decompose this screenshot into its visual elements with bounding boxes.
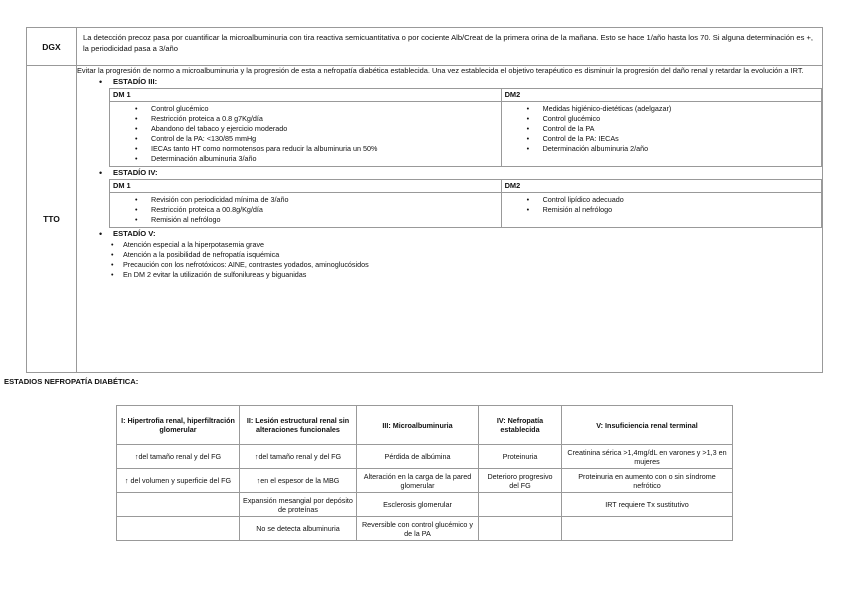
stage3-dm1-cell (110, 102, 502, 167)
list-item: • Control de la PA: IECAs (543, 134, 818, 144)
table-cell: Expansión mesangial por depósito de proteínas (240, 493, 357, 517)
tto-label: TTO (27, 66, 77, 373)
dgx-label: DGX (27, 28, 77, 66)
stage4-heading (99, 168, 822, 178)
stage4-table (109, 179, 822, 228)
stage3-title: ESTADÍO III: (113, 77, 158, 86)
list-item: • Revisión con periodicidad mínima de 3/año (151, 195, 498, 205)
list-item: • Control de la PA: <130/85 mmHg (151, 134, 498, 144)
stage5-title: ESTADÍO V: (113, 229, 156, 238)
table-row (117, 493, 733, 517)
bullet-icon: • (99, 77, 103, 87)
table-cell: ↑en el espesor de la MBG (240, 469, 357, 493)
table-cell: Esclerosis glomerular (357, 493, 479, 517)
stage4-title: ESTADÍO IV: (113, 168, 158, 177)
table-cell: ↑del tamaño renal y del FG (117, 445, 240, 469)
tto-intro: Evitar la progresión de normo a microalbuminuria y la progresión de esta a nefropatía diabética establecida. Una vez establecida el objetivo terapéutico es disminuir la progresión del daño renal y retardar la evolución a IRT. (77, 66, 804, 75)
column-header: III: Microalbuminuria (357, 406, 479, 445)
list-item: • En DM 2 evitar la utilización de sulfonilureas y biguanidas (123, 270, 822, 280)
list-item: • Control glucémico (151, 104, 498, 114)
list-item: • Determinación albuminuria 2/año (543, 144, 818, 154)
table-row (117, 469, 733, 493)
dgx-text: La detección precoz pasa por cuantificar la microalbuminuria con tira reactiva semicuantitativa o por cociente Alb/Creat de la primera orina de la mañana. Esto se hace 1/año hasta los 70. Si alguna determinación es +, la periodicidad pasa a 3/año (77, 28, 823, 66)
table-cell: Deterioro progresivo del FG (479, 469, 562, 493)
stage3-dm1-header: DM 1 (110, 89, 502, 102)
bullet-icon: • (99, 168, 103, 178)
column-header: IV: Nefropatía establecida (479, 406, 562, 445)
list-item: • Atención especial a la hiperpotasemia grave (123, 240, 822, 250)
stage3-table (109, 88, 822, 167)
list-item: • Restricción proteica a 00.8g/Kg/día (151, 205, 498, 215)
list-item: • Abandono del tabaco y ejercicio moderado (151, 124, 498, 134)
table-cell: Reversible con control glucémico y de la PA (357, 517, 479, 541)
table-cell: No se detecta albuminuria (240, 517, 357, 541)
column-header: V: Insuficiencia renal terminal (562, 406, 733, 445)
list-item: • Restricción proteica a 0.8 g7Kg/día (151, 114, 498, 124)
column-header: II: Lesión estructural renal sin alteraciones funcionales (240, 406, 357, 445)
main-table (26, 27, 823, 373)
table-cell (479, 493, 562, 517)
table-cell: ↑del tamaño renal y del FG (240, 445, 357, 469)
stages-heading: ESTADIOS NEFROPATÍA DIABÉTICA: (4, 377, 139, 386)
list-item: • Remisión al nefrólogo (543, 205, 818, 215)
list-item: • IECAs tanto HT como normotensos para reducir la albuminuria un 50% (151, 144, 498, 154)
table-row (117, 517, 733, 541)
table-cell: ↑ del volumen y superficie del FG (117, 469, 240, 493)
table-cell: Proteinuria en aumento con o sin síndrome nefrótico (562, 469, 733, 493)
bullet-icon: • (99, 229, 103, 239)
stage5-heading (99, 229, 822, 239)
table-cell: Alteración en la carga de la pared glomerular (357, 469, 479, 493)
stages-table (116, 405, 733, 541)
list-item: • Remisión al nefrólogo (151, 215, 498, 225)
stage3-heading (99, 77, 822, 87)
list-item: • Atención a la posibilidad de nefropatía isquémica (123, 250, 822, 260)
table-header-row (117, 406, 733, 445)
table-row (117, 445, 733, 469)
stage5-list (123, 240, 822, 280)
list-item: • Determinación albuminuria 3/año (151, 154, 498, 164)
table-cell: Proteinuria (479, 445, 562, 469)
table-cell (479, 517, 562, 541)
stage4-dm1-cell (110, 193, 502, 228)
table-cell (562, 517, 733, 541)
list-item: • Control de la PA (543, 124, 818, 134)
tto-content (77, 66, 823, 373)
stage4-dm1-header: DM 1 (110, 180, 502, 193)
table-cell (117, 517, 240, 541)
table-cell (117, 493, 240, 517)
list-item: • Medidas higiénico-dietéticas (adelgazar) (543, 104, 818, 114)
stage4-dm2-cell (501, 193, 821, 228)
stage4-dm2-header: DM2 (501, 180, 821, 193)
table-cell: Pérdida de albúmina (357, 445, 479, 469)
table-cell: IRT requiere Tx sustitutivo (562, 493, 733, 517)
stage3-dm2-cell (501, 102, 821, 167)
list-item: • Control glucémico (543, 114, 818, 124)
table-cell: Creatinina sérica >1,4mg/dL en varones y >1,3 en mujeres (562, 445, 733, 469)
column-header: I: Hipertrofia renal, hiperfiltración glomerular (117, 406, 240, 445)
stage3-dm2-header: DM2 (501, 89, 821, 102)
list-item: • Control lipídico adecuado (543, 195, 818, 205)
list-item: • Precaución con los nefrotóxicos: AINE, contrastes yodados, aminoglucósidos (123, 260, 822, 270)
